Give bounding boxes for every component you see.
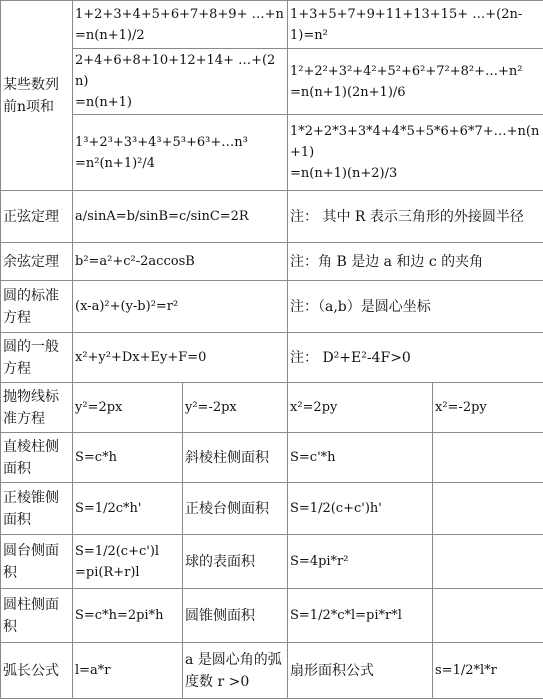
sum-natural-line: 1+2+3+4+5+6+7+8+9+ …+n <box>75 4 285 25</box>
table-row <box>1 115 543 191</box>
sum-even-line: 2+4+6+8+10+12+14+ …+(2n) <box>75 50 285 92</box>
table-row <box>1 535 543 589</box>
sum-squares-cell <box>288 49 543 115</box>
empty-cell <box>433 589 543 643</box>
cosine-law-formula: b²=a²+c²-2accosB <box>73 243 288 281</box>
sum-cubes-line: =n²(n+1)²/4 <box>75 153 285 174</box>
parabola-label: 抛物线标准方程 <box>1 383 73 433</box>
table-row <box>1 1 543 49</box>
arc-length-label: 弧长公式 <box>1 643 73 699</box>
sum-odd-cell <box>288 1 543 49</box>
sphere-area-formula: S=4pi*r² <box>288 535 433 589</box>
table-row <box>1 433 543 483</box>
right-prism-label: 直棱柱侧面积 <box>1 433 73 483</box>
frustum-pyramid-label: 正棱台侧面积 <box>183 483 288 535</box>
table-row <box>1 243 543 281</box>
oblique-prism-label: 斜棱柱侧面积 <box>183 433 288 483</box>
sphere-area-label: 球的表面积 <box>183 535 288 589</box>
circle-general-label: 圆的一般方程 <box>1 333 73 383</box>
right-prism-formula: S=c*h <box>73 433 183 483</box>
cosine-law-note: 注：角 B 是边 a 和边 c 的夹角 <box>288 243 543 281</box>
sine-law-label: 正弦定理 <box>1 191 73 243</box>
cylinder-formula: S=c*h=2pi*h <box>73 589 183 643</box>
sum-cubes-line: 1³+2³+3³+4³+5³+6³+…n³ <box>75 132 285 153</box>
pyramid-label: 正棱锥侧面积 <box>1 483 73 535</box>
parabola-up-formula: x²=2py <box>288 383 433 433</box>
cosine-law-label: 余弦定理 <box>1 243 73 281</box>
frustum-cone-formula-line: S=1/2(c+c')l <box>75 541 180 562</box>
table-row <box>1 643 543 699</box>
sum-products-cell <box>288 115 543 191</box>
sums-label: 某些数列前n项和 <box>1 1 73 191</box>
parabola-right-formula: y²=2px <box>73 383 183 433</box>
sum-natural-cell <box>73 1 288 49</box>
cone-formula: S=1/2*c*l=pi*r*l <box>288 589 433 643</box>
frustum-cone-label: 圆台侧面积 <box>1 535 73 589</box>
empty-cell <box>433 433 543 483</box>
sum-cubes-cell <box>73 115 288 191</box>
oblique-prism-formula: S=c'*h <box>288 433 433 483</box>
parabola-down-formula: x²=-2py <box>433 383 543 433</box>
pyramid-formula: S=1/2c*h' <box>73 483 183 535</box>
sum-even-line: =n(n+1) <box>75 92 285 113</box>
table-row <box>1 191 543 243</box>
table-row <box>1 49 543 115</box>
sum-products-line: +1) <box>290 142 541 163</box>
frustum-cone-formula <box>73 535 183 589</box>
sine-law-formula: a/sinA=b/sinB=c/sinC=2R <box>73 191 288 243</box>
circle-standard-label: 圆的标准方程 <box>1 281 73 333</box>
sum-even-cell <box>73 49 288 115</box>
table-row <box>1 281 543 333</box>
parabola-left-formula: y²=-2px <box>183 383 288 433</box>
sine-law-note: 注： 其中 R 表示三角形的外接圆半径 <box>288 191 543 243</box>
table-row <box>1 483 543 535</box>
empty-cell <box>433 535 543 589</box>
circle-standard-note: 注：（a,b）是圆心坐标 <box>288 281 543 333</box>
sum-odd-line: 1)=n² <box>290 25 541 46</box>
table-row <box>1 383 543 433</box>
empty-cell <box>433 483 543 535</box>
table-row <box>1 333 543 383</box>
circle-general-note: 注： D²+E²-4F>0 <box>288 333 543 383</box>
circle-general-formula: x²+y²+Dx+Ey+F=0 <box>73 333 288 383</box>
sector-area-label: 扇形面积公式 <box>288 643 433 699</box>
cone-label: 圆锥侧面积 <box>183 589 288 643</box>
frustum-cone-formula-line: =pi(R+r)l <box>75 562 180 583</box>
sum-products-line: 1*2+2*3+3*4+4*5+5*6+6*7+…+n(n <box>290 121 541 142</box>
sum-natural-line: =n(n+1)/2 <box>75 25 285 46</box>
sum-products-line: =n(n+1)(n+2)/3 <box>290 163 541 184</box>
arc-length-note: a 是圆心角的弧度数 r >0 <box>183 643 288 699</box>
sector-area-formula: s=1/2*l*r <box>433 643 543 699</box>
circle-standard-formula: (x-a)²+(y-b)²=r² <box>73 281 288 333</box>
arc-length-formula: l=a*r <box>73 643 183 699</box>
sum-squares-line: 1²+2²+3²+4²+5²+6²+7²+8²+…+n² <box>290 61 541 82</box>
frustum-pyramid-formula: S=1/2(c+c')h' <box>288 483 433 535</box>
sum-odd-line: 1+3+5+7+9+11+13+15+ …+(2n- <box>290 4 541 25</box>
sum-squares-line: =n(n+1)(2n+1)/6 <box>290 82 541 103</box>
table-row <box>1 589 543 643</box>
cylinder-label: 圆柱侧面积 <box>1 589 73 643</box>
